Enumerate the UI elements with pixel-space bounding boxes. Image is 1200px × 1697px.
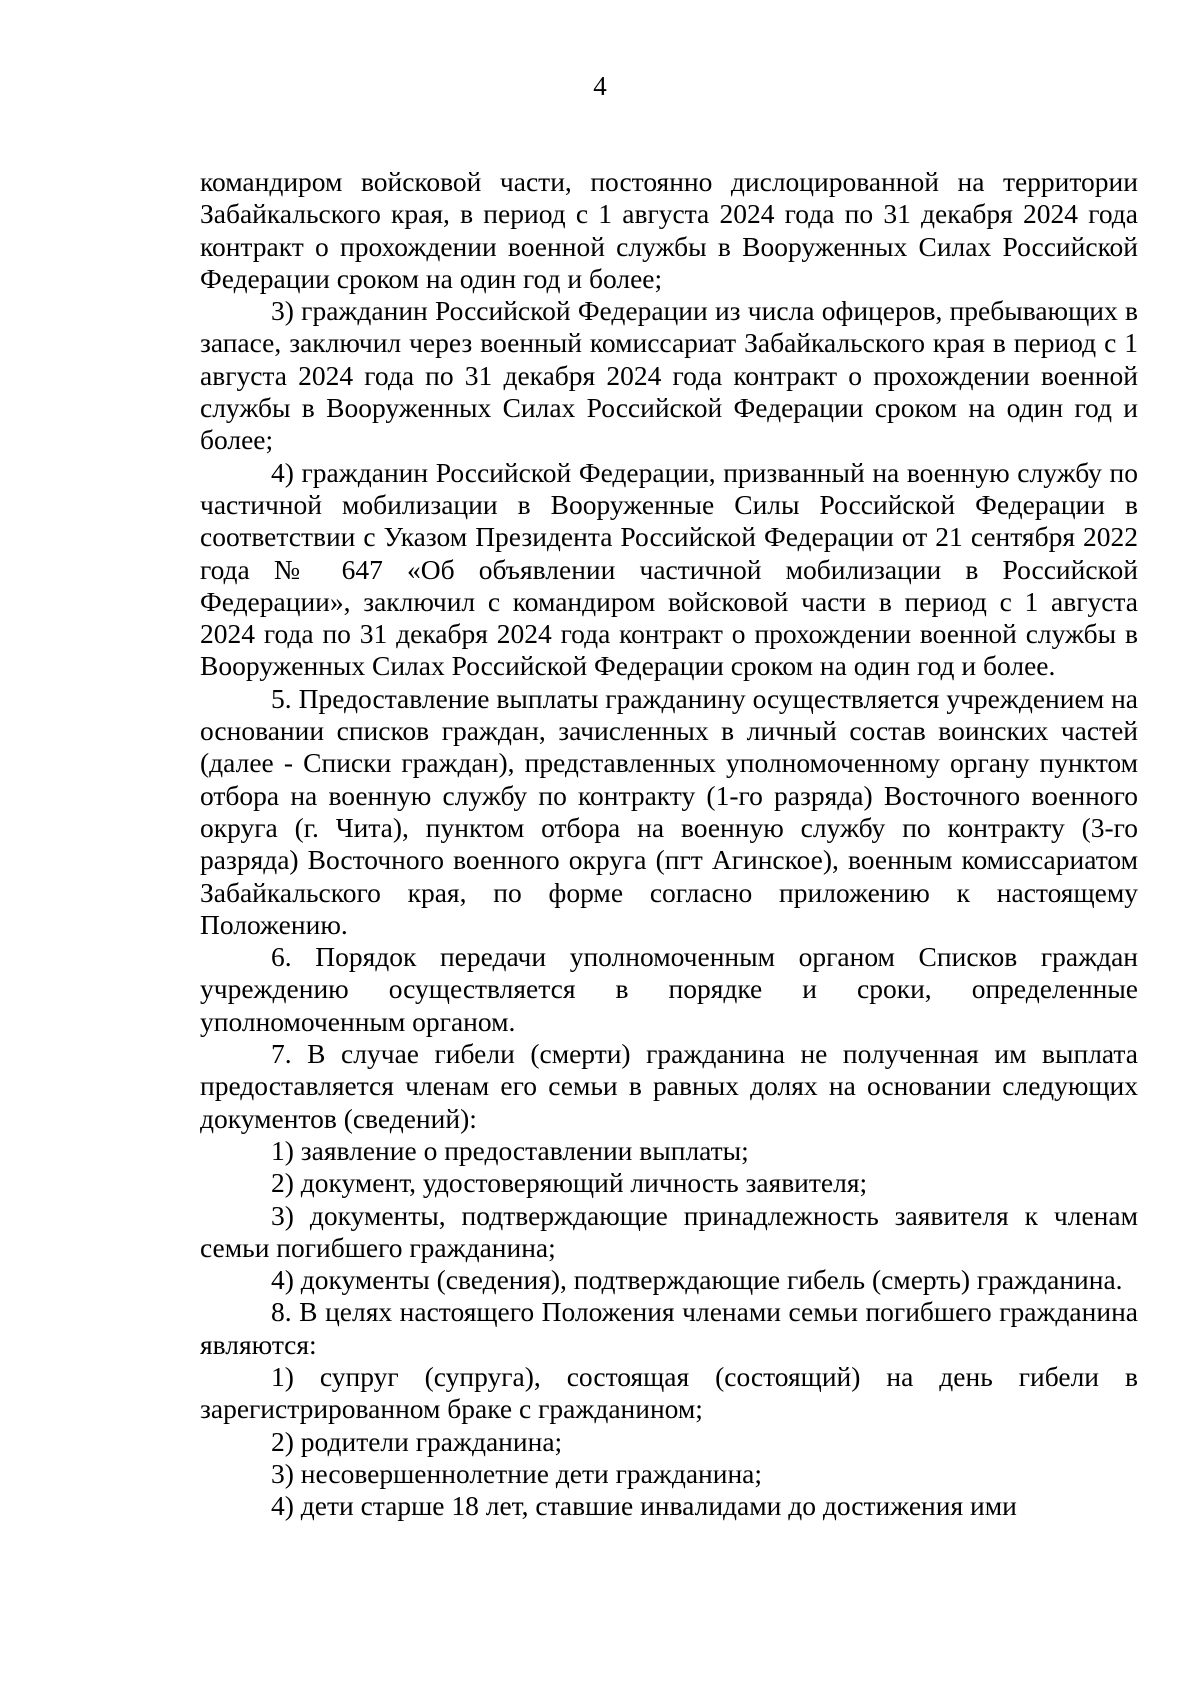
paragraph-5: 5. Предоставление выплаты гражданину осуществляется учреждением на основании списков граждан, зачисленных в личный состав воинских частей (далее - Списки граждан), представленных уполномоченному органу пунктом отбора на военную службу по контракту (1-го разряда) Восточного военного округа (г. Чита), пунктом отбора на военную службу по контракту (3-го разряда) Восточного военного округа (пгт Агинское), военным комиссариатом Забайкальского края, по форме согласно приложению к настоящему Положению. bbox=[200, 682, 1138, 940]
paragraph-8-item-3: 3) несовершеннолетние дети гражданина; bbox=[271, 1457, 763, 1489]
document-body bbox=[200, 166, 1138, 1522]
paragraph-7-item-2: 2) документ, удостоверяющий личность заявителя; bbox=[271, 1167, 868, 1199]
paragraph-7-item-4: 4) документы (сведения), подтверждающие гибель (смерть) гражданина. bbox=[271, 1264, 1123, 1296]
page-number: 4 bbox=[593, 71, 607, 101]
list-item-3: 3) гражданин Российской Федерации из числа офицеров, пребывающих в запасе, заключил через военный комиссариат Забайкальского края в период с 1 августа 2024 года по 31 декабря 2024 года контракт о прохождении военной службы в Вооруженных Силах Российской Федерации сроком на один год и более; bbox=[200, 295, 1138, 456]
paragraph-8-item-1: 1) супруг (супруга), состоящая (состоящий) на день гибели в зарегистрированном браке с гражданином; bbox=[200, 1360, 1138, 1425]
paragraph-7-item-3: 3) документы, подтверждающие принадлежность заявителя к членам семьи погибшего гражданина; bbox=[200, 1199, 1138, 1263]
paragraph-8-item-4: 4) дети старше 18 лет, ставшие инвалидами до достижения ими bbox=[271, 1490, 1017, 1522]
paragraph-8: 8. В целях настоящего Положения членами семьи погибшего гражданина являются: bbox=[200, 1296, 1138, 1360]
paragraph-7: 7. В случае гибели (смерти) гражданина не полученная им выплата предоставляется членам его семьи в равных долях на основании следующих документов (сведений): bbox=[200, 1038, 1138, 1134]
paragraph-7-item-1: 1) заявление о предоставлении выплаты; bbox=[271, 1134, 749, 1166]
paragraph-6: 6. Порядок передачи уполномоченным органом Списков граждан учреждению осуществляется в порядке и сроки, определенные уполномоченным органом. bbox=[200, 941, 1138, 1037]
paragraph-8-item-2: 2) родители гражданина; bbox=[271, 1425, 563, 1457]
list-item-4: 4) гражданин Российской Федерации, призванный на военную службу по частичной мобилизации в Вооруженные Силы Российской Федерации в соответствии с Указом Президента Российской Федерации от 21 сентября 2022 года № 647 «Об объявлении частичной мобилизации в Российской Федерации», заключил с командиром войсковой части в период с 1 августа 2024 года по 31 декабря 2024 года контракт о прохождении военной службы в Вооруженных Силах Российской Федерации сроком на один год и более. bbox=[200, 456, 1138, 682]
paragraph-continuation: командиром войсковой части, постоянно дислоцированной на территории Забайкальского края, в период с 1 августа 2024 года по 31 декабря 2024 года контракт о прохождении военной службы в Вооруженных Силах Российской Федерации сроком на один год и более; bbox=[200, 166, 1138, 294]
